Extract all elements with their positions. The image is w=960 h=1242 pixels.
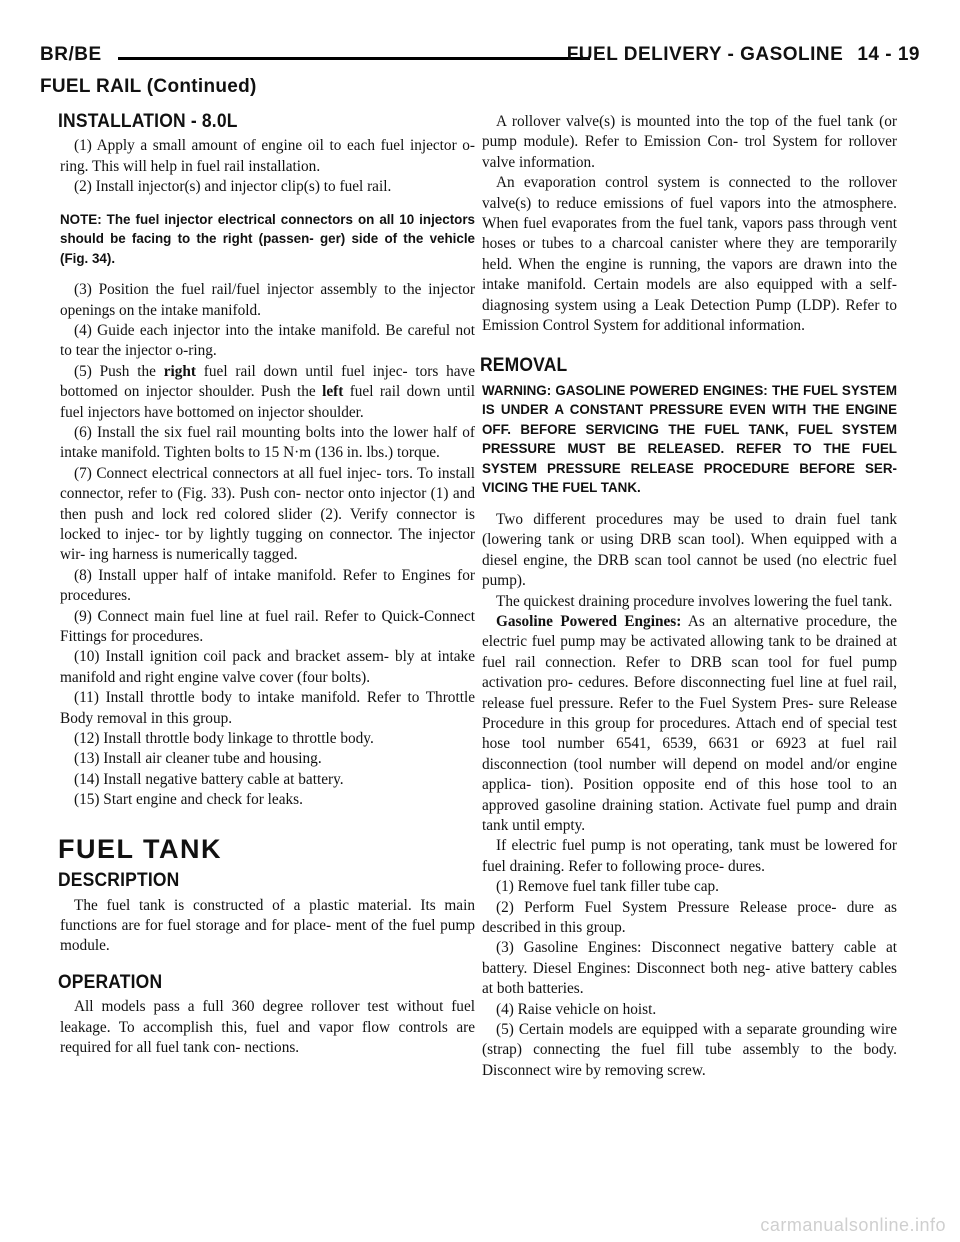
- body-paragraph: A rollover valve(s) is mounted into the top of the fuel tank (or pump module). Refer to Emission Con- trol System for rollover valve information.: [482, 113, 897, 171]
- install-step: (5) Push the right fuel rail down until fuel injec- tors have bottomed on injector shoulder. Push the left fuel rail down until fuel injectors have bottomed on injector shoulder.: [60, 362, 475, 421]
- body-paragraph: Two different procedures may be used to drain fuel tank (lowering tank or using DRB scan tool). When equipped with a diesel engine, the DRB scan tool cannot be used (no electric fuel pump).: [482, 510, 897, 590]
- removal-step: (3) Gasoline Engines: Disconnect negative battery cable at battery. Diesel Engines: Disconnect both neg- ative battery cables at both batteries.: [482, 939, 897, 998]
- install-step: (7) Connect electrical connectors at all fuel injec- tors. To install connector, refer to (Fig. 33). Push con- nector onto injector (1) and then push and lock red colored slider (2). Verify connector is locked to injec- tor by lightly tugging on connector. The injector wir- ing harness is numerically tagged.: [60, 464, 475, 564]
- body-paragraph: Gasoline Powered Engines: As an alternative procedure, the electric fuel pump may be activated allowing tank to be drained at fuel rail connection. Refer to DRB scan tool for fuel pump activation pro- cedures. Before disconnecting fuel line at fuel rail, release fuel pressure. Refer to the Fuel System Pres- sure Release Procedure in this group for procedures. Attach end of special test hose tool number 6541, 6539, 6631 or 6923 at fuel rail disconnection (tool number will depend on model and/or engine applica- tion). Position opposite end of this hose tool to an approved gasoline draining station. Activate fuel pump and drain tank until empty.: [482, 612, 897, 834]
- install-step: (15) Start engine and check for leaks.: [74, 791, 303, 809]
- body-paragraph: An evaporation control system is connected to the rollover valve(s) to reduce emissions of fuel vapors into the atmosphere. When fuel evaporates from the fuel tank, vapors pass through vent hoses or tubes to a charcoal canister where they are temporarily held. When the engine is running, the vapors are drawn into the intake manifold. Certain models are also equipped with a self-diagnosing system using a Leak Detection Pump (LDP). Refer to Emission Control System for additional information.: [482, 174, 897, 335]
- operation-text: All models pass a full 360 degree rollover test without fuel leakage. To accomplish this, fuel and vapor flow controls are required for all fuel tank con- nections.: [60, 998, 475, 1056]
- description-heading: DESCRIPTION: [58, 870, 180, 892]
- body-paragraph: If electric fuel pump is not operating, tank must be lowered for fuel draining. Refer to following proce- dures.: [482, 837, 897, 875]
- install-step: (8) Install upper half of intake manifold. Refer to Engines for procedures.: [60, 566, 475, 605]
- install-step: (9) Connect main fuel line at fuel rail. Refer to Quick-Connect Fittings for procedures.: [60, 607, 475, 646]
- page-header: [40, 44, 920, 72]
- manual-code: BR/BE: [40, 44, 102, 65]
- install-step: (4) Guide each injector into the intake manifold. Be careful not to tear the injector o-ring.: [60, 321, 475, 360]
- warning-text: WARNING: GASOLINE POWERED ENGINES: THE FUEL SYSTEM IS UNDER A CONSTANT PRESSURE EVEN WITH THE ENGINE OFF. BEFORE SERVICING THE FUEL TANK, FUEL SYSTEM PRESSURE MUST BE RELEASED. REFER TO THE FUEL SYSTEM PRESSURE RELEASE PROCEDURE BEFORE SER- VICING THE FUEL TANK.: [482, 382, 897, 496]
- continued-heading: FUEL RAIL (Continued): [40, 76, 257, 97]
- install-step: (3) Position the fuel rail/fuel injector assembly to the injector openings on the intake manifold.: [60, 281, 475, 319]
- installation-heading: INSTALLATION - 8.0L: [58, 111, 238, 132]
- removal-step: (1) Remove fuel tank filler tube cap.: [496, 878, 719, 896]
- install-step: (2) Install injector(s) and injector clip(s) to fuel rail.: [74, 178, 392, 196]
- install-step: (6) Install the six fuel rail mounting bolts into the lower half of intake manifold. Tighten bolts to 15 N·m (136 in. lbs.) torque.: [60, 423, 475, 462]
- note-text: NOTE: The fuel injector electrical connectors on all 10 injectors should be facing to the right (passen- ger) side of the vehicle (Fig. 34).: [60, 211, 475, 266]
- removal-step: (4) Raise vehicle on hoist.: [496, 1000, 657, 1018]
- install-step: (14) Install negative battery cable at battery.: [74, 770, 344, 788]
- right-column: [482, 112, 897, 1081]
- removal-heading: REMOVAL: [480, 355, 568, 377]
- install-step: (1) Apply a small amount of engine oil to each fuel injector o-ring. This will help in fuel rail installation.: [60, 137, 475, 175]
- install-step: (13) Install air cleaner tube and housing.: [74, 750, 322, 768]
- install-step: (11) Install throttle body to intake manifold. Refer to Throttle Body removal in this group.: [60, 689, 475, 727]
- install-step: (12) Install throttle body linkage to throttle body.: [74, 730, 374, 748]
- page-number: 14 - 19: [857, 44, 920, 65]
- fuel-tank-heading: FUEL TANK: [58, 833, 222, 864]
- section-title: FUEL DELIVERY - GASOLINE: [566, 44, 844, 65]
- removal-step: (5) Certain models are equipped with a separate grounding wire (strap) connecting the fuel fill tube assembly to the body. Disconnect wire by removing screw.: [482, 1021, 897, 1079]
- install-step: (10) Install ignition coil pack and bracket assem- bly at intake manifold and right engine valve cover (four bolts).: [60, 648, 475, 686]
- watermark: carmanualsonline.info: [760, 1215, 946, 1235]
- body-paragraph: The quickest draining procedure involves lowering the fuel tank.: [496, 592, 893, 610]
- description-text: The fuel tank is constructed of a plastic material. Its main functions are for fuel storage and for place- ment of the fuel pump module.: [60, 896, 475, 955]
- header-section: [567, 44, 920, 66]
- left-column: [60, 112, 475, 1058]
- header-rule: [118, 57, 590, 60]
- operation-heading: OPERATION: [58, 971, 163, 993]
- removal-step: (2) Perform Fuel System Pressure Release proce- dure as described in this group.: [482, 898, 897, 936]
